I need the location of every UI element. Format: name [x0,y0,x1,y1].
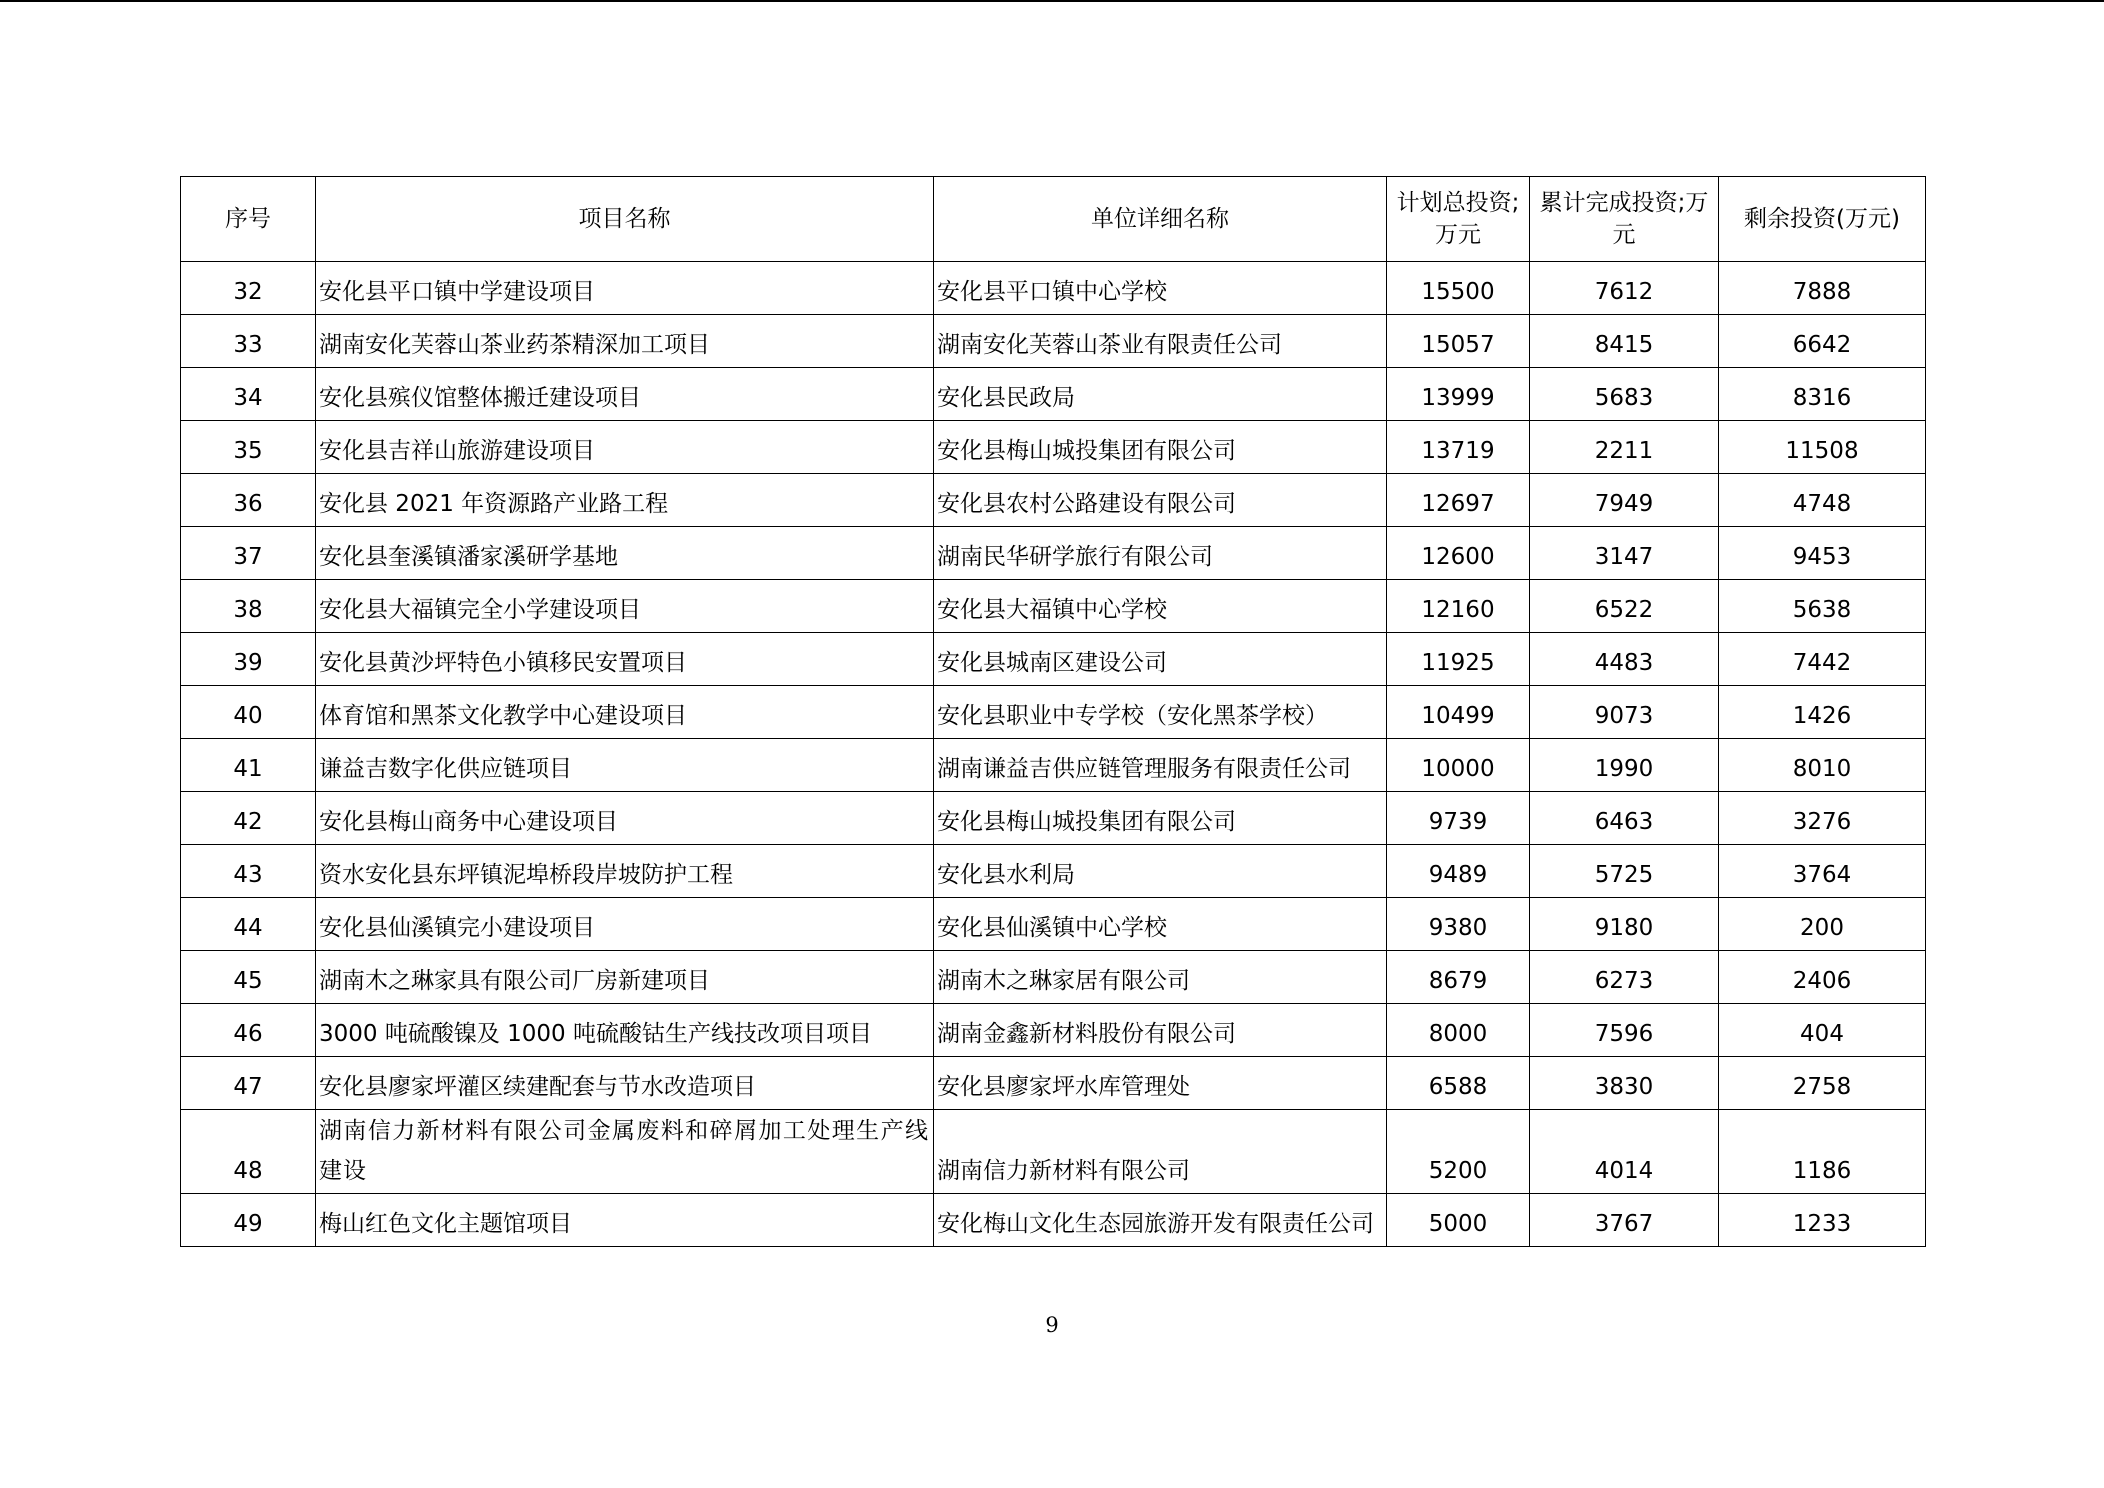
cell-remaining: 7888 [1719,262,1926,315]
cell-remaining: 3764 [1719,845,1926,898]
cell-project-name: 湖南信力新材料有限公司金属废料和碎屑加工处理生产线建设 [316,1110,934,1194]
table-row [181,792,1926,845]
cell-unit-name: 湖南信力新材料有限公司 [934,1110,1387,1194]
cell-completed: 3830 [1530,1057,1719,1110]
table-row [181,421,1926,474]
table-row [181,686,1926,739]
cell-unit-name: 安化县农村公路建设有限公司 [934,474,1387,527]
cell-planned: 9739 [1387,792,1530,845]
cell-unit-name: 湖南木之琳家居有限公司 [934,951,1387,1004]
cell-index: 38 [181,580,316,633]
table-row [181,633,1926,686]
header-remaining-investment: 剩余投资(万元) [1719,177,1926,262]
cell-unit-name: 安化县梅山城投集团有限公司 [934,792,1387,845]
cell-remaining: 4748 [1719,474,1926,527]
cell-remaining: 1186 [1719,1110,1926,1194]
cell-completed: 7612 [1530,262,1719,315]
cell-remaining: 5638 [1719,580,1926,633]
table-row [181,951,1926,1004]
cell-planned: 5000 [1387,1194,1530,1247]
table-row [181,739,1926,792]
cell-remaining: 9453 [1719,527,1926,580]
cell-index: 33 [181,315,316,368]
cell-unit-name: 湖南金鑫新材料股份有限公司 [934,1004,1387,1057]
cell-index: 39 [181,633,316,686]
cell-index: 40 [181,686,316,739]
cell-planned: 10000 [1387,739,1530,792]
cell-unit-name: 安化县梅山城投集团有限公司 [934,421,1387,474]
table-row [181,368,1926,421]
header-unit-name: 单位详细名称 [934,177,1387,262]
cell-project-name: 湖南安化芙蓉山茶业药茶精深加工项目 [316,315,934,368]
table-row [181,474,1926,527]
table-row [181,845,1926,898]
cell-unit-name: 湖南安化芙蓉山茶业有限责任公司 [934,315,1387,368]
cell-project-name: 安化县吉祥山旅游建设项目 [316,421,934,474]
cell-index: 32 [181,262,316,315]
table-row [181,262,1926,315]
cell-remaining: 1233 [1719,1194,1926,1247]
cell-project-name: 安化县仙溪镇完小建设项目 [316,898,934,951]
cell-index: 48 [181,1110,316,1194]
cell-index: 49 [181,1194,316,1247]
table-row [181,1057,1926,1110]
table-row [181,898,1926,951]
cell-planned: 15057 [1387,315,1530,368]
cell-index: 46 [181,1004,316,1057]
table-row [181,315,1926,368]
cell-completed: 8415 [1530,315,1719,368]
table-row [181,527,1926,580]
cell-remaining: 200 [1719,898,1926,951]
cell-completed: 2211 [1530,421,1719,474]
cell-project-name: 安化县廖家坪灌区续建配套与节水改造项目 [316,1057,934,1110]
table-row [181,1110,1926,1194]
cell-completed: 9073 [1530,686,1719,739]
cell-completed: 6522 [1530,580,1719,633]
cell-planned: 12600 [1387,527,1530,580]
cell-index: 41 [181,739,316,792]
cell-project-name: 梅山红色文化主题馆项目 [316,1194,934,1247]
cell-remaining: 11508 [1719,421,1926,474]
cell-remaining: 8010 [1719,739,1926,792]
cell-unit-name: 安化县城南区建设公司 [934,633,1387,686]
table-row [181,1194,1926,1247]
cell-project-name: 安化县梅山商务中心建设项目 [316,792,934,845]
cell-planned: 12160 [1387,580,1530,633]
cell-remaining: 2406 [1719,951,1926,1004]
cell-project-name: 湖南木之琳家具有限公司厂房新建项目 [316,951,934,1004]
cell-completed: 1990 [1530,739,1719,792]
cell-index: 35 [181,421,316,474]
cell-completed: 7596 [1530,1004,1719,1057]
cell-planned: 10499 [1387,686,1530,739]
cell-index: 45 [181,951,316,1004]
cell-planned: 8000 [1387,1004,1530,1057]
cell-index: 34 [181,368,316,421]
cell-project-name: 安化县大福镇完全小学建设项目 [316,580,934,633]
table-body [181,262,1926,1247]
cell-unit-name: 安化县仙溪镇中心学校 [934,898,1387,951]
cell-remaining: 3276 [1719,792,1926,845]
cell-completed: 4014 [1530,1110,1719,1194]
cell-project-name: 安化县黄沙坪特色小镇移民安置项目 [316,633,934,686]
cell-unit-name: 湖南谦益吉供应链管理服务有限责任公司 [934,739,1387,792]
cell-planned: 8679 [1387,951,1530,1004]
header-project-name: 项目名称 [316,177,934,262]
cell-unit-name: 安化县大福镇中心学校 [934,580,1387,633]
cell-completed: 3767 [1530,1194,1719,1247]
cell-remaining: 7442 [1719,633,1926,686]
cell-completed: 5683 [1530,368,1719,421]
cell-project-name: 安化县 2021 年资源路产业路工程 [316,474,934,527]
investment-table [180,176,1926,1247]
cell-project-name: 资水安化县东坪镇泥埠桥段岸坡防护工程 [316,845,934,898]
cell-planned: 5200 [1387,1110,1530,1194]
cell-planned: 12697 [1387,474,1530,527]
table-row [181,580,1926,633]
cell-completed: 3147 [1530,527,1719,580]
cell-unit-name: 湖南民华研学旅行有限公司 [934,527,1387,580]
header-planned-investment: 计划总投资;万元 [1387,177,1530,262]
cell-remaining: 404 [1719,1004,1926,1057]
cell-completed: 6273 [1530,951,1719,1004]
cell-planned: 6588 [1387,1057,1530,1110]
cell-completed: 7949 [1530,474,1719,527]
cell-index: 43 [181,845,316,898]
cell-completed: 4483 [1530,633,1719,686]
page-number: 9 [1045,1313,1059,1337]
cell-unit-name: 安化县职业中专学校（安化黑茶学校） [934,686,1387,739]
cell-unit-name: 安化县平口镇中心学校 [934,262,1387,315]
cell-completed: 6463 [1530,792,1719,845]
cell-index: 42 [181,792,316,845]
cell-planned: 13719 [1387,421,1530,474]
cell-index: 36 [181,474,316,527]
cell-index: 37 [181,527,316,580]
cell-project-name: 安化县平口镇中学建设项目 [316,262,934,315]
cell-project-name: 安化县奎溪镇潘家溪研学基地 [316,527,934,580]
header-completed-investment: 累计完成投资;万元 [1530,177,1719,262]
cell-project-name: 3000 吨硫酸镍及 1000 吨硫酸钴生产线技改项目项目 [316,1004,934,1057]
header-index: 序号 [181,177,316,262]
cell-planned: 9489 [1387,845,1530,898]
page-top-border [0,0,2104,2]
cell-planned: 9380 [1387,898,1530,951]
cell-unit-name: 安化县廖家坪水库管理处 [934,1057,1387,1110]
table-row [181,1004,1926,1057]
cell-unit-name: 安化县水利局 [934,845,1387,898]
cell-remaining: 8316 [1719,368,1926,421]
cell-completed: 9180 [1530,898,1719,951]
cell-project-name: 安化县殡仪馆整体搬迁建设项目 [316,368,934,421]
cell-index: 47 [181,1057,316,1110]
cell-completed: 5725 [1530,845,1719,898]
cell-remaining: 1426 [1719,686,1926,739]
cell-project-name: 体育馆和黑茶文化教学中心建设项目 [316,686,934,739]
cell-planned: 11925 [1387,633,1530,686]
table-header-row [181,177,1926,262]
cell-planned: 15500 [1387,262,1530,315]
cell-remaining: 6642 [1719,315,1926,368]
cell-remaining: 2758 [1719,1057,1926,1110]
cell-index: 44 [181,898,316,951]
cell-unit-name: 安化梅山文化生态园旅游开发有限责任公司 [934,1194,1387,1247]
cell-unit-name: 安化县民政局 [934,368,1387,421]
cell-project-name: 谦益吉数字化供应链项目 [316,739,934,792]
cell-planned: 13999 [1387,368,1530,421]
